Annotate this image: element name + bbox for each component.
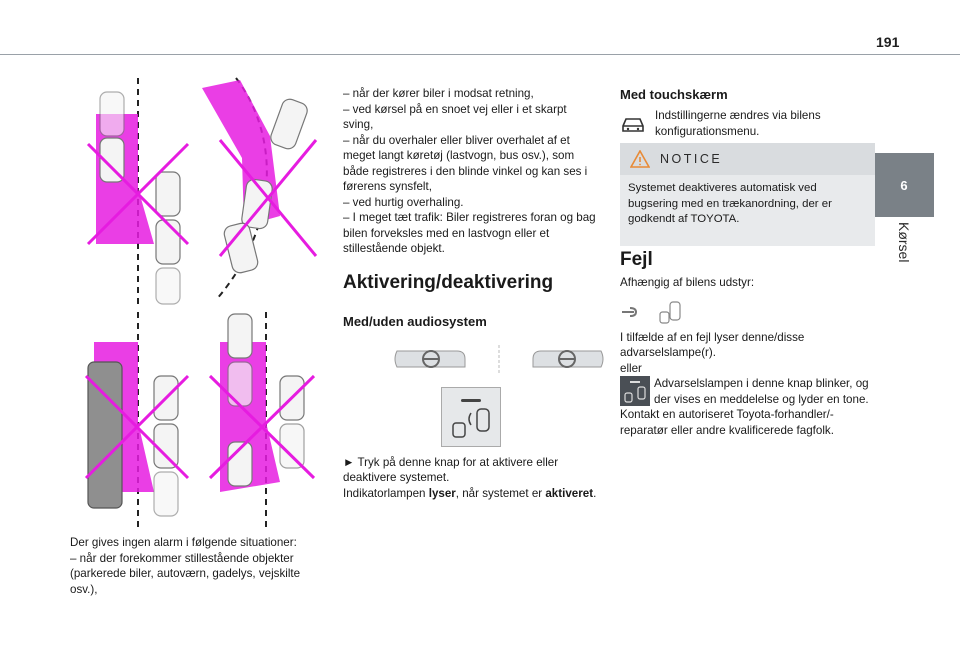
indicator-suffix: . xyxy=(593,486,597,500)
indicator-bold-lyser: lyser xyxy=(428,486,456,500)
audio-subheading: Med/uden audiosystem xyxy=(343,313,487,329)
fault-text-2: Advarselslampen i denne knap blinker, og der vises en meddelelse og lyder en tone. xyxy=(654,377,869,406)
touchscreen-heading: Med touchskærm xyxy=(620,87,728,102)
page-number: 191 xyxy=(876,34,900,50)
fault-heading: Fejl xyxy=(620,249,653,270)
column-1-text xyxy=(70,535,320,597)
fault-text-1: I tilfælde af en fejl lyser denne/disse advarselslampe(r). xyxy=(620,330,805,359)
indicator-middle: , når systemet er xyxy=(455,486,546,500)
fault-section xyxy=(620,248,875,438)
fault-intro: Afhængig af bilens udstyr: xyxy=(620,276,755,289)
blind-spot-illustration-top xyxy=(70,76,320,306)
blind-spot-button-icon[interactable] xyxy=(441,387,501,447)
chapter-tab[interactable] xyxy=(874,153,934,217)
activation-heading: Aktivering/deaktivering xyxy=(343,271,554,293)
indicator-prefix: Indikatorlampen xyxy=(343,486,429,500)
fault-or: eller xyxy=(620,361,642,375)
fault-warning-lamps-icon xyxy=(620,300,684,324)
touchscreen-row xyxy=(620,108,875,139)
warning-triangle-icon xyxy=(630,150,650,168)
notice-text: Systemet deaktiveres automatisk ved bugsering med en trækanordning, der er godkendt af TOYOTA. xyxy=(628,182,832,225)
car-settings-icon xyxy=(620,114,646,134)
blind-spot-illustration-bottom xyxy=(70,312,320,530)
fault-button-row xyxy=(620,376,875,407)
button-instruction: ► Tryk på denne knap for at aktivere eller deaktivere systemet. xyxy=(343,455,559,484)
indicator-text xyxy=(343,486,598,502)
no-alarm-item: – når der kører biler i modsat retning, xyxy=(343,87,534,100)
no-alarm-item: – I meget tæt trafik: Biler registreres foran og bag bilen forveksles med en lastvogn eller et stillestående objekt. xyxy=(343,211,596,255)
chapter-title xyxy=(888,222,928,282)
steering-wheel-icon xyxy=(393,345,605,375)
no-alarm-intro: Der gives ingen alarm i følgende situationer: xyxy=(70,536,297,549)
column-3 xyxy=(620,86,875,139)
no-alarm-item: – ved hurtig overhaling. xyxy=(343,195,464,209)
no-alarm-item: – ved kørsel på en snoet vej eller i et skarpt sving, xyxy=(343,102,567,131)
notice-box xyxy=(620,143,875,246)
notice-header xyxy=(620,143,875,175)
notice-label: NOTICE xyxy=(660,152,723,166)
no-alarm-item: – når du overhaler eller bliver overhalet af et meget langt køretøj (lastvogn, bus osv.), som både registreres i den blinde vinkel og kan ses i førerens synsfelt, xyxy=(343,133,588,193)
no-alarm-item: – når der forekommer stillestående objekter (parkerede biler, autoværn, gadelys, vejskilte osv.), xyxy=(70,551,301,596)
touchscreen-text: Indstillingerne ændres via bilens konfigurationsmenu. xyxy=(655,109,821,138)
chapter-number: 6 xyxy=(900,177,908,193)
column-2 xyxy=(343,86,598,501)
indicator-bold-aktiveret: aktiveret xyxy=(545,486,594,500)
blinking-button-icon xyxy=(620,376,650,406)
fault-text-3: Kontakt en autoriseret Toyota-forhandler/-reparatør eller andre kvalificerede fagfolk. xyxy=(620,408,834,437)
header-rule xyxy=(0,54,960,55)
chapter-title-text: Kørsel xyxy=(896,222,912,263)
